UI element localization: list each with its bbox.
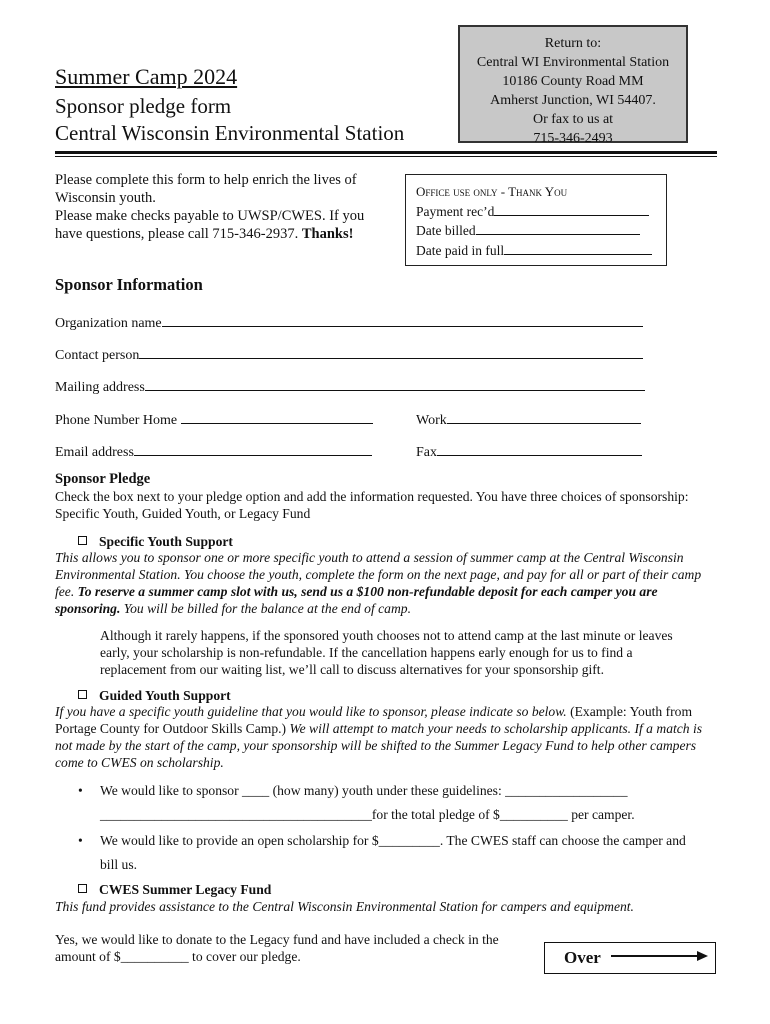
- over-label: Over: [564, 948, 601, 967]
- page-title: Summer Camp 2024: [55, 64, 238, 89]
- guided-bullet-2-cont: bill us.: [100, 857, 138, 872]
- return-line: 715-346-2493: [533, 131, 613, 146]
- return-line: 10186 County Road MM: [502, 74, 644, 89]
- refund-note: Although it rarely happens, if the sponsored youth chooses not to attend camp at the last minute or leaves early, your scholarship is non-refundable. If the cancellation happens early enough for us to find a replacement from our waiting list, we’ll call to discuss alternatives for your sponsorship gift.: [100, 628, 673, 677]
- organization-name: Central Wisconsin Environmental Station: [55, 121, 405, 145]
- email-field[interactable]: Email address: [55, 442, 372, 461]
- divider: [55, 151, 717, 154]
- return-line: Or fax to us at: [532, 112, 614, 127]
- specific-youth-option[interactable]: Specific Youth Support: [78, 533, 233, 550]
- bullet-icon: •: [78, 783, 83, 798]
- return-line: Central WI Environmental Station: [476, 55, 670, 70]
- sponsor-pledge-heading: Sponsor Pledge: [55, 471, 151, 487]
- office-use-box: [405, 174, 667, 266]
- guided-youth-option[interactable]: Guided Youth Support: [78, 687, 231, 704]
- office-use-heading: Office use only - Thank You: [416, 184, 568, 199]
- return-line: Return to:: [544, 36, 602, 51]
- office-field-payment: Payment rec’d: [416, 202, 656, 222]
- form-subtitle: Sponsor pledge form: [55, 94, 232, 118]
- work-phone-field[interactable]: Work: [416, 410, 641, 429]
- intro-text: [55, 171, 385, 243]
- phone-home-field[interactable]: Phone Number Home: [55, 410, 373, 429]
- intro-line: Please complete this form to help enrich the lives of Wisconsin youth.: [55, 172, 357, 206]
- guided-youth-description: If you have a specific youth guideline that you would like to sponsor, please indicate so below. (Example: Youth from Portage County for Outdoor Skills Camp.) We will attempt to match your needs to scholarship applicants. If a match is not made by the start of the camp, your sponsorship will be shifted to the Summer Legacy Fund to help other campers come to CWES on scholarship.: [55, 704, 703, 770]
- mailing-address-field[interactable]: Mailing address: [55, 377, 645, 396]
- thanks-text: Thanks!: [301, 226, 354, 242]
- organization-field[interactable]: Organization name: [55, 313, 643, 332]
- legacy-donate-amount[interactable]: amount of $__________ to cover our pledge.: [55, 949, 301, 964]
- legacy-fund-option[interactable]: CWES Summer Legacy Fund: [78, 881, 271, 898]
- over-indicator: [544, 942, 716, 974]
- deposit-notice: To reserve a summer camp slot with us, send us a $100 non-refundable deposit for each camper you are sponsoring.: [55, 584, 658, 616]
- office-field-billed: Date billed: [416, 221, 656, 241]
- contact-person-field[interactable]: Contact person: [55, 345, 643, 364]
- return-line: Amherst Junction, WI 54407.: [490, 93, 656, 108]
- bullet-icon: •: [78, 833, 83, 848]
- return-address-box: [458, 25, 688, 146]
- legacy-fund-description: This fund provides assistance to the Central Wisconsin Environmental Station for campers and equipment.: [55, 899, 634, 914]
- sponsor-info-heading: Sponsor Information: [55, 275, 203, 294]
- guided-bullet-1-cont[interactable]: ________________________________________for the total pledge of $__________ per camper.: [100, 807, 635, 822]
- intro-line: Please make checks payable to UWSP/CWES. If you have questions, please call 715-346-2937. Thanks!: [55, 208, 365, 242]
- pledge-instructions: Check the box next to your pledge option and add the information requested. You have three choices of sponsorship: Specific Youth, Guided Youth, or Legacy Fund: [55, 489, 689, 521]
- checkbox-icon[interactable]: [78, 884, 87, 893]
- checkbox-icon[interactable]: [78, 536, 87, 545]
- checkbox-icon[interactable]: [78, 690, 87, 699]
- office-field-paid: Date paid in full: [416, 241, 656, 261]
- divider: [55, 156, 717, 157]
- fax-field[interactable]: Fax: [416, 442, 642, 461]
- specific-youth-description: This allows you to sponsor one or more specific youth to attend a session of summer camp at the Central Wisconsin Environmental Station. You choose the youth, complete the form on the next page, and pay for all or part of their camp fee. To reserve a summer camp slot with us, send us a $100 non-refundable deposit for each camper you are sponsoring. You will be billed for the balance at the end of camp.: [55, 550, 702, 616]
- arrow-right-icon: [611, 949, 709, 963]
- legacy-donate-line-1: Yes, we would like to donate to the Legacy fund and have included a check in the: [55, 932, 499, 947]
